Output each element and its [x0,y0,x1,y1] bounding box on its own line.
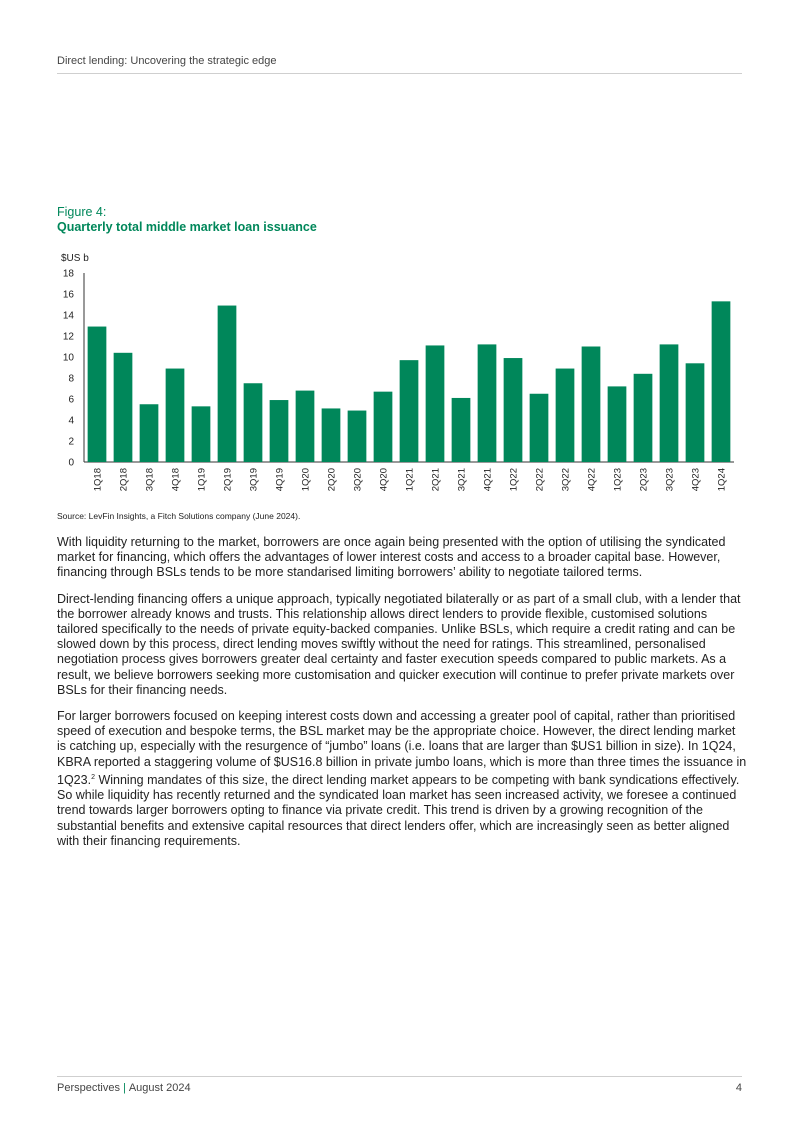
bar-2Q23 [634,374,653,462]
x-tick-label: 1Q22 [508,468,520,492]
y-tick-label: 4 [68,415,74,427]
y-axis-label: $US b [61,253,89,264]
bar-2Q21 [426,345,445,462]
x-tick-label: 3Q20 [352,468,364,492]
x-tick-label: 1Q23 [612,468,624,492]
bar-3Q19 [244,383,263,462]
bar-2Q20 [322,408,341,462]
y-tick-label: 2 [68,436,74,448]
y-tick-label: 0 [68,457,74,469]
paragraph-1: With liquidity returning to the market, borrowers are once again being presented with the option of utilising the syndicated market for financing, which offers the advantages of lower interest costs and access to a broader capital base. However, financing through BSLs tends to be more standarised limiting borrowers’ ability to negotiate tailored terms. [57,535,726,580]
x-tick-label: 3Q21 [456,468,468,492]
bar-1Q18 [88,327,107,462]
footnote-ref: 2 [91,773,95,781]
x-tick-label: 1Q24 [716,468,728,492]
header-divider [57,73,742,74]
bar-4Q23 [686,363,705,462]
bar-3Q22 [556,369,575,462]
page-number: 4 [735,1082,742,1094]
x-tick-label: 3Q18 [144,468,156,492]
x-tick-label: 3Q22 [560,468,572,492]
paragraph-3 [57,709,747,849]
bar-1Q22 [504,358,523,462]
x-tick-label: 1Q19 [196,468,208,492]
figure-title: Quarterly total middle market loan issuance [57,220,317,234]
x-tick-label: 1Q21 [404,468,416,492]
bar-4Q21 [478,344,497,462]
y-tick-label: 8 [68,373,74,385]
y-tick-label: 14 [62,310,74,322]
bar-4Q22 [582,347,601,463]
bar-4Q18 [166,369,185,462]
x-tick-label: 4Q18 [170,468,182,492]
figure-label: Figure 4: [57,205,107,219]
x-tick-label: 3Q23 [664,468,676,492]
bar-3Q21 [452,398,471,462]
bar-1Q23 [608,386,627,462]
bar-2Q18 [114,353,133,462]
x-tick-label: 2Q20 [326,468,338,492]
bar-3Q23 [660,344,679,462]
x-tick-label: 2Q23 [638,468,650,492]
footer-publication [57,1082,191,1094]
bar-1Q21 [400,360,419,462]
y-tick-label: 6 [68,394,74,406]
running-header: Direct lending: Uncovering the strategic edge [57,55,277,67]
x-tick-label: 4Q19 [274,468,286,492]
bar-2Q22 [530,394,549,462]
footer-separator: | [122,1082,126,1094]
bar-1Q20 [296,391,315,462]
y-tick-label: 12 [62,331,74,343]
paragraph-3-part-1: For larger borrowers focused on keeping interest costs down and accessing a greater pool of capital, rather than prioritised speed of execution and bespoke terms, the BSL market may be the appropriate choice. However, the direct lending market is catching up, especially with the resurgence of “jumbo” loans (i.e. loans that are larger than $US1 billion in size). In 1Q24, KBRA reported a staggering volume of $US16.8 billion in private jumbo loans, which is more than three times the issuance in 1Q23. [57,709,747,787]
footer-divider [57,1076,742,1077]
y-tick-label: 16 [62,289,74,301]
paragraph-3-part-2: Winning mandates of this size, the direct lending market appears to be competing with bank syndications effectively. So while liquidity has recently returned and the syndicated loan market has seen increased activity, we foresee a continued trend towards larger borrowers opting to finance via private credit. This trend is driven by a growing recognition of the substantial benefits and extensive capital resources that direct lenders offer, which are increasingly seen as better aligned with their financing requirements. [57,773,740,848]
x-tick-label: 1Q18 [92,468,104,492]
x-tick-label: 2Q19 [222,468,234,492]
publication-date: August 2024 [128,1082,191,1094]
y-tick-label: 10 [62,352,74,364]
publication-name: Perspectives [57,1082,120,1094]
x-tick-label: 4Q20 [378,468,390,492]
bar-1Q19 [192,406,211,462]
paragraph-2: Direct-lending financing offers a unique approach, typically negotiated bilaterally or as part of a small club, with a lender that the borrower already knows and trusts. This relationship allows direct lenders to provide flexible, customised solutions tailored specifically to the needs of private equity-backed companies. Unlike BSLs, which require a credit rating and can be slowed down by this process, direct lending moves swiftly without the need for ratings. This streamlined, personalised negotiation process gives borrowers greater deal certainty and faster execution speeds compared to public markets. As a result, we believe borrowers seeking more customisation and quicker execution will continue to prefer private markets over BSLs for their financing needs. [57,591,741,697]
x-tick-label: 4Q23 [690,468,702,492]
x-tick-label: 4Q22 [586,468,598,492]
figure-source: Source: LevFin Insights, a Fitch Solutions company (June 2024). [57,511,301,521]
x-tick-label: 1Q20 [300,468,312,492]
x-tick-label: 4Q21 [482,468,494,492]
x-tick-label: 2Q21 [430,468,442,492]
x-tick-label: 2Q18 [118,468,130,492]
bar-4Q20 [374,392,393,462]
y-tick-label: 18 [62,268,74,280]
x-tick-label: 2Q22 [534,468,546,492]
loan-issuance-bar-chart [52,245,752,507]
body-text [57,535,747,860]
bar-1Q24 [712,301,731,462]
bar-2Q19 [218,306,237,462]
bar-4Q19 [270,400,289,462]
x-tick-label: 3Q19 [248,468,260,492]
bar-3Q20 [348,411,367,462]
bar-3Q18 [140,404,159,462]
